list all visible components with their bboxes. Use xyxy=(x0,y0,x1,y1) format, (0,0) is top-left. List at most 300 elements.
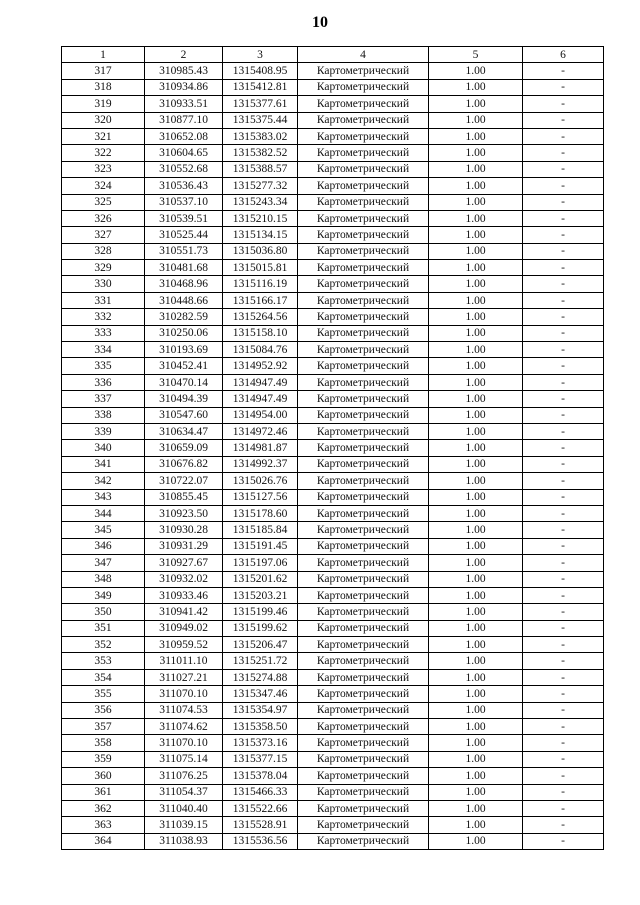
point-number-cell: 342 xyxy=(62,473,145,489)
table-row xyxy=(62,309,604,325)
description-cell: - xyxy=(523,489,604,505)
x-coordinate-cell: 310931.29 xyxy=(145,538,223,554)
accuracy-cell: 1.00 xyxy=(429,210,523,226)
accuracy-cell: 1.00 xyxy=(429,653,523,669)
x-coordinate-cell: 310494.39 xyxy=(145,391,223,407)
method-cell: Картометрический xyxy=(298,210,429,226)
column-header: 4 xyxy=(298,47,429,63)
description-cell: - xyxy=(523,407,604,423)
point-number-cell: 349 xyxy=(62,587,145,603)
accuracy-cell: 1.00 xyxy=(429,456,523,472)
x-coordinate-cell: 311027.21 xyxy=(145,669,223,685)
accuracy-cell: 1.00 xyxy=(429,325,523,341)
table-row xyxy=(62,653,604,669)
table-row xyxy=(62,423,604,439)
y-coordinate-cell: 1315382.52 xyxy=(223,145,298,161)
accuracy-cell: 1.00 xyxy=(429,423,523,439)
description-cell: - xyxy=(523,800,604,816)
method-cell: Картометрический xyxy=(298,342,429,358)
accuracy-cell: 1.00 xyxy=(429,292,523,308)
point-number-cell: 321 xyxy=(62,128,145,144)
method-cell: Картометрический xyxy=(298,456,429,472)
table-row xyxy=(62,374,604,390)
table-row xyxy=(62,538,604,554)
description-cell: - xyxy=(523,702,604,718)
y-coordinate-cell: 1315036.80 xyxy=(223,243,298,259)
y-coordinate-cell: 1315191.45 xyxy=(223,538,298,554)
method-cell: Картометрический xyxy=(298,112,429,128)
y-coordinate-cell: 1314947.49 xyxy=(223,391,298,407)
point-number-cell: 350 xyxy=(62,604,145,620)
y-coordinate-cell: 1315210.15 xyxy=(223,210,298,226)
point-number-cell: 344 xyxy=(62,505,145,521)
table-row xyxy=(62,96,604,112)
y-coordinate-cell: 1315264.56 xyxy=(223,309,298,325)
accuracy-cell: 1.00 xyxy=(429,587,523,603)
method-cell: Картометрический xyxy=(298,194,429,210)
description-cell: - xyxy=(523,210,604,226)
x-coordinate-cell: 310855.45 xyxy=(145,489,223,505)
method-cell: Картометрический xyxy=(298,555,429,571)
x-coordinate-cell: 311054.37 xyxy=(145,784,223,800)
accuracy-cell: 1.00 xyxy=(429,145,523,161)
description-cell: - xyxy=(523,669,604,685)
description-cell: - xyxy=(523,833,604,849)
accuracy-cell: 1.00 xyxy=(429,571,523,587)
column-header: 3 xyxy=(223,47,298,63)
method-cell: Картометрический xyxy=(298,227,429,243)
point-number-cell: 362 xyxy=(62,800,145,816)
table-body xyxy=(62,63,604,850)
table-row xyxy=(62,292,604,308)
method-cell: Картометрический xyxy=(298,686,429,702)
table-row xyxy=(62,833,604,849)
method-cell: Картометрический xyxy=(298,374,429,390)
point-number-cell: 317 xyxy=(62,63,145,79)
y-coordinate-cell: 1315536.56 xyxy=(223,833,298,849)
description-cell: - xyxy=(523,423,604,439)
description-cell: - xyxy=(523,522,604,538)
y-coordinate-cell: 1315197.06 xyxy=(223,555,298,571)
description-cell: - xyxy=(523,358,604,374)
accuracy-cell: 1.00 xyxy=(429,538,523,554)
y-coordinate-cell: 1315243.34 xyxy=(223,194,298,210)
coordinates-table xyxy=(61,46,604,850)
y-coordinate-cell: 1315251.72 xyxy=(223,653,298,669)
description-cell: - xyxy=(523,604,604,620)
y-coordinate-cell: 1315274.88 xyxy=(223,669,298,685)
description-cell: - xyxy=(523,686,604,702)
point-number-cell: 337 xyxy=(62,391,145,407)
description-cell: - xyxy=(523,473,604,489)
method-cell: Картометрический xyxy=(298,784,429,800)
accuracy-cell: 1.00 xyxy=(429,768,523,784)
x-coordinate-cell: 310468.96 xyxy=(145,276,223,292)
accuracy-cell: 1.00 xyxy=(429,178,523,194)
table-row xyxy=(62,391,604,407)
x-coordinate-cell: 310941.42 xyxy=(145,604,223,620)
description-cell: - xyxy=(523,391,604,407)
description-cell: - xyxy=(523,194,604,210)
point-number-cell: 336 xyxy=(62,374,145,390)
table-row xyxy=(62,440,604,456)
method-cell: Картометрический xyxy=(298,440,429,456)
description-cell: - xyxy=(523,374,604,390)
point-number-cell: 355 xyxy=(62,686,145,702)
x-coordinate-cell: 310193.69 xyxy=(145,342,223,358)
point-number-cell: 322 xyxy=(62,145,145,161)
accuracy-cell: 1.00 xyxy=(429,79,523,95)
method-cell: Картометрический xyxy=(298,719,429,735)
y-coordinate-cell: 1315166.17 xyxy=(223,292,298,308)
accuracy-cell: 1.00 xyxy=(429,260,523,276)
description-cell: - xyxy=(523,260,604,276)
x-coordinate-cell: 311076.25 xyxy=(145,768,223,784)
description-cell: - xyxy=(523,178,604,194)
accuracy-cell: 1.00 xyxy=(429,194,523,210)
method-cell: Картометрический xyxy=(298,653,429,669)
table-row xyxy=(62,145,604,161)
x-coordinate-cell: 310536.43 xyxy=(145,178,223,194)
y-coordinate-cell: 1315206.47 xyxy=(223,637,298,653)
accuracy-cell: 1.00 xyxy=(429,719,523,735)
description-cell: - xyxy=(523,555,604,571)
table-row xyxy=(62,276,604,292)
table-row xyxy=(62,768,604,784)
column-header: 2 xyxy=(145,47,223,63)
accuracy-cell: 1.00 xyxy=(429,161,523,177)
y-coordinate-cell: 1315199.62 xyxy=(223,620,298,636)
method-cell: Картометрический xyxy=(298,161,429,177)
x-coordinate-cell: 310949.02 xyxy=(145,620,223,636)
method-cell: Картометрический xyxy=(298,604,429,620)
table-row xyxy=(62,735,604,751)
y-coordinate-cell: 1315466.33 xyxy=(223,784,298,800)
method-cell: Картометрический xyxy=(298,63,429,79)
description-cell: - xyxy=(523,751,604,767)
x-coordinate-cell: 310452.41 xyxy=(145,358,223,374)
point-number-cell: 352 xyxy=(62,637,145,653)
accuracy-cell: 1.00 xyxy=(429,833,523,849)
y-coordinate-cell: 1315347.46 xyxy=(223,686,298,702)
x-coordinate-cell: 310676.82 xyxy=(145,456,223,472)
method-cell: Картометрический xyxy=(298,587,429,603)
x-coordinate-cell: 310934.86 xyxy=(145,79,223,95)
table-row xyxy=(62,669,604,685)
accuracy-cell: 1.00 xyxy=(429,505,523,521)
description-cell: - xyxy=(523,276,604,292)
table-row xyxy=(62,456,604,472)
description-cell: - xyxy=(523,325,604,341)
description-cell: - xyxy=(523,653,604,669)
description-cell: - xyxy=(523,161,604,177)
y-coordinate-cell: 1315084.76 xyxy=(223,342,298,358)
accuracy-cell: 1.00 xyxy=(429,276,523,292)
table-row xyxy=(62,243,604,259)
accuracy-cell: 1.00 xyxy=(429,702,523,718)
accuracy-cell: 1.00 xyxy=(429,473,523,489)
point-number-cell: 353 xyxy=(62,653,145,669)
table-row xyxy=(62,702,604,718)
accuracy-cell: 1.00 xyxy=(429,669,523,685)
method-cell: Картометрический xyxy=(298,473,429,489)
accuracy-cell: 1.00 xyxy=(429,243,523,259)
accuracy-cell: 1.00 xyxy=(429,342,523,358)
y-coordinate-cell: 1314992.37 xyxy=(223,456,298,472)
description-cell: - xyxy=(523,620,604,636)
method-cell: Картометрический xyxy=(298,702,429,718)
point-number-cell: 335 xyxy=(62,358,145,374)
point-number-cell: 328 xyxy=(62,243,145,259)
table-row xyxy=(62,719,604,735)
point-number-cell: 359 xyxy=(62,751,145,767)
point-number-cell: 323 xyxy=(62,161,145,177)
table-row xyxy=(62,587,604,603)
description-cell: - xyxy=(523,817,604,833)
accuracy-cell: 1.00 xyxy=(429,817,523,833)
x-coordinate-cell: 311074.53 xyxy=(145,702,223,718)
accuracy-cell: 1.00 xyxy=(429,555,523,571)
x-coordinate-cell: 310551.73 xyxy=(145,243,223,259)
point-number-cell: 357 xyxy=(62,719,145,735)
description-cell: - xyxy=(523,63,604,79)
table-row xyxy=(62,112,604,128)
y-coordinate-cell: 1315015.81 xyxy=(223,260,298,276)
y-coordinate-cell: 1314972.46 xyxy=(223,423,298,439)
table-row xyxy=(62,522,604,538)
x-coordinate-cell: 310877.10 xyxy=(145,112,223,128)
accuracy-cell: 1.00 xyxy=(429,604,523,620)
table-row xyxy=(62,79,604,95)
accuracy-cell: 1.00 xyxy=(429,63,523,79)
method-cell: Картометрический xyxy=(298,817,429,833)
page-number: 10 xyxy=(312,14,328,31)
accuracy-cell: 1.00 xyxy=(429,784,523,800)
point-number-cell: 331 xyxy=(62,292,145,308)
x-coordinate-cell: 310470.14 xyxy=(145,374,223,390)
point-number-cell: 339 xyxy=(62,423,145,439)
accuracy-cell: 1.00 xyxy=(429,358,523,374)
y-coordinate-cell: 1315116.19 xyxy=(223,276,298,292)
table-row xyxy=(62,227,604,243)
table-row xyxy=(62,555,604,571)
table-row xyxy=(62,194,604,210)
point-number-cell: 334 xyxy=(62,342,145,358)
x-coordinate-cell: 310930.28 xyxy=(145,522,223,538)
description-cell: - xyxy=(523,505,604,521)
method-cell: Картометрический xyxy=(298,751,429,767)
accuracy-cell: 1.00 xyxy=(429,735,523,751)
accuracy-cell: 1.00 xyxy=(429,522,523,538)
y-coordinate-cell: 1314981.87 xyxy=(223,440,298,456)
y-coordinate-cell: 1315199.46 xyxy=(223,604,298,620)
point-number-cell: 325 xyxy=(62,194,145,210)
method-cell: Картометрический xyxy=(298,292,429,308)
x-coordinate-cell: 311038.93 xyxy=(145,833,223,849)
method-cell: Картометрический xyxy=(298,571,429,587)
y-coordinate-cell: 1315026.76 xyxy=(223,473,298,489)
x-coordinate-cell: 310604.65 xyxy=(145,145,223,161)
x-coordinate-cell: 310923.50 xyxy=(145,505,223,521)
point-number-cell: 320 xyxy=(62,112,145,128)
point-number-cell: 338 xyxy=(62,407,145,423)
table-row xyxy=(62,161,604,177)
x-coordinate-cell: 310927.67 xyxy=(145,555,223,571)
point-number-cell: 354 xyxy=(62,669,145,685)
method-cell: Картометрический xyxy=(298,669,429,685)
point-number-cell: 358 xyxy=(62,735,145,751)
y-coordinate-cell: 1315277.32 xyxy=(223,178,298,194)
table-row xyxy=(62,325,604,341)
description-cell: - xyxy=(523,768,604,784)
point-number-cell: 333 xyxy=(62,325,145,341)
method-cell: Картометрический xyxy=(298,260,429,276)
table-row xyxy=(62,800,604,816)
table-row xyxy=(62,620,604,636)
point-number-cell: 329 xyxy=(62,260,145,276)
point-number-cell: 327 xyxy=(62,227,145,243)
description-cell: - xyxy=(523,571,604,587)
point-number-cell: 330 xyxy=(62,276,145,292)
x-coordinate-cell: 310959.52 xyxy=(145,637,223,653)
table-row xyxy=(62,604,604,620)
table-row xyxy=(62,637,604,653)
table-row xyxy=(62,505,604,521)
method-cell: Картометрический xyxy=(298,768,429,784)
table-row xyxy=(62,686,604,702)
method-cell: Картометрический xyxy=(298,505,429,521)
accuracy-cell: 1.00 xyxy=(429,440,523,456)
accuracy-cell: 1.00 xyxy=(429,637,523,653)
description-cell: - xyxy=(523,587,604,603)
point-number-cell: 324 xyxy=(62,178,145,194)
accuracy-cell: 1.00 xyxy=(429,128,523,144)
y-coordinate-cell: 1315412.81 xyxy=(223,79,298,95)
x-coordinate-cell: 310933.51 xyxy=(145,96,223,112)
y-coordinate-cell: 1315377.61 xyxy=(223,96,298,112)
method-cell: Картометрический xyxy=(298,96,429,112)
description-cell: - xyxy=(523,637,604,653)
point-number-cell: 332 xyxy=(62,309,145,325)
method-cell: Картометрический xyxy=(298,423,429,439)
x-coordinate-cell: 311075.14 xyxy=(145,751,223,767)
y-coordinate-cell: 1315185.84 xyxy=(223,522,298,538)
y-coordinate-cell: 1315201.62 xyxy=(223,571,298,587)
table-row xyxy=(62,751,604,767)
point-number-cell: 348 xyxy=(62,571,145,587)
x-coordinate-cell: 310537.10 xyxy=(145,194,223,210)
x-coordinate-cell: 310634.47 xyxy=(145,423,223,439)
method-cell: Картометрический xyxy=(298,489,429,505)
y-coordinate-cell: 1315528.91 xyxy=(223,817,298,833)
y-coordinate-cell: 1314952.92 xyxy=(223,358,298,374)
table-row xyxy=(62,260,604,276)
method-cell: Картометрический xyxy=(298,128,429,144)
accuracy-cell: 1.00 xyxy=(429,374,523,390)
description-cell: - xyxy=(523,227,604,243)
method-cell: Картометрический xyxy=(298,178,429,194)
description-cell: - xyxy=(523,79,604,95)
description-cell: - xyxy=(523,342,604,358)
column-header: 1 xyxy=(62,47,145,63)
accuracy-cell: 1.00 xyxy=(429,620,523,636)
y-coordinate-cell: 1315358.50 xyxy=(223,719,298,735)
table-row xyxy=(62,210,604,226)
y-coordinate-cell: 1315354.97 xyxy=(223,702,298,718)
table-row xyxy=(62,784,604,800)
point-number-cell: 343 xyxy=(62,489,145,505)
description-cell: - xyxy=(523,719,604,735)
point-number-cell: 326 xyxy=(62,210,145,226)
description-cell: - xyxy=(523,243,604,259)
point-number-cell: 347 xyxy=(62,555,145,571)
point-number-cell: 363 xyxy=(62,817,145,833)
point-number-cell: 364 xyxy=(62,833,145,849)
method-cell: Картометрический xyxy=(298,79,429,95)
point-number-cell: 360 xyxy=(62,768,145,784)
y-coordinate-cell: 1315383.02 xyxy=(223,128,298,144)
x-coordinate-cell: 310552.68 xyxy=(145,161,223,177)
x-coordinate-cell: 311011.10 xyxy=(145,653,223,669)
x-coordinate-cell: 310547.60 xyxy=(145,407,223,423)
x-coordinate-cell: 311040.40 xyxy=(145,800,223,816)
y-coordinate-cell: 1314947.49 xyxy=(223,374,298,390)
accuracy-cell: 1.00 xyxy=(429,751,523,767)
method-cell: Картометрический xyxy=(298,358,429,374)
description-cell: - xyxy=(523,456,604,472)
y-coordinate-cell: 1315134.15 xyxy=(223,227,298,243)
table-row xyxy=(62,817,604,833)
point-number-cell: 345 xyxy=(62,522,145,538)
table-row xyxy=(62,342,604,358)
accuracy-cell: 1.00 xyxy=(429,800,523,816)
description-cell: - xyxy=(523,784,604,800)
method-cell: Картометрический xyxy=(298,407,429,423)
description-cell: - xyxy=(523,96,604,112)
table-header xyxy=(62,47,604,63)
y-coordinate-cell: 1315408.95 xyxy=(223,63,298,79)
table-row xyxy=(62,473,604,489)
description-cell: - xyxy=(523,145,604,161)
x-coordinate-cell: 310539.51 xyxy=(145,210,223,226)
y-coordinate-cell: 1315375.44 xyxy=(223,112,298,128)
accuracy-cell: 1.00 xyxy=(429,309,523,325)
table-row xyxy=(62,63,604,79)
y-coordinate-cell: 1315377.15 xyxy=(223,751,298,767)
y-coordinate-cell: 1315373.16 xyxy=(223,735,298,751)
method-cell: Картометрический xyxy=(298,620,429,636)
method-cell: Картометрический xyxy=(298,833,429,849)
accuracy-cell: 1.00 xyxy=(429,407,523,423)
table-row xyxy=(62,571,604,587)
x-coordinate-cell: 310722.07 xyxy=(145,473,223,489)
x-coordinate-cell: 310933.46 xyxy=(145,587,223,603)
point-number-cell: 346 xyxy=(62,538,145,554)
table-row xyxy=(62,489,604,505)
accuracy-cell: 1.00 xyxy=(429,227,523,243)
point-number-cell: 361 xyxy=(62,784,145,800)
description-cell: - xyxy=(523,735,604,751)
description-cell: - xyxy=(523,128,604,144)
method-cell: Картометрический xyxy=(298,325,429,341)
y-coordinate-cell: 1315378.04 xyxy=(223,768,298,784)
x-coordinate-cell: 311039.15 xyxy=(145,817,223,833)
table-row xyxy=(62,128,604,144)
point-number-cell: 351 xyxy=(62,620,145,636)
table-row xyxy=(62,358,604,374)
y-coordinate-cell: 1315178.60 xyxy=(223,505,298,521)
description-cell: - xyxy=(523,440,604,456)
